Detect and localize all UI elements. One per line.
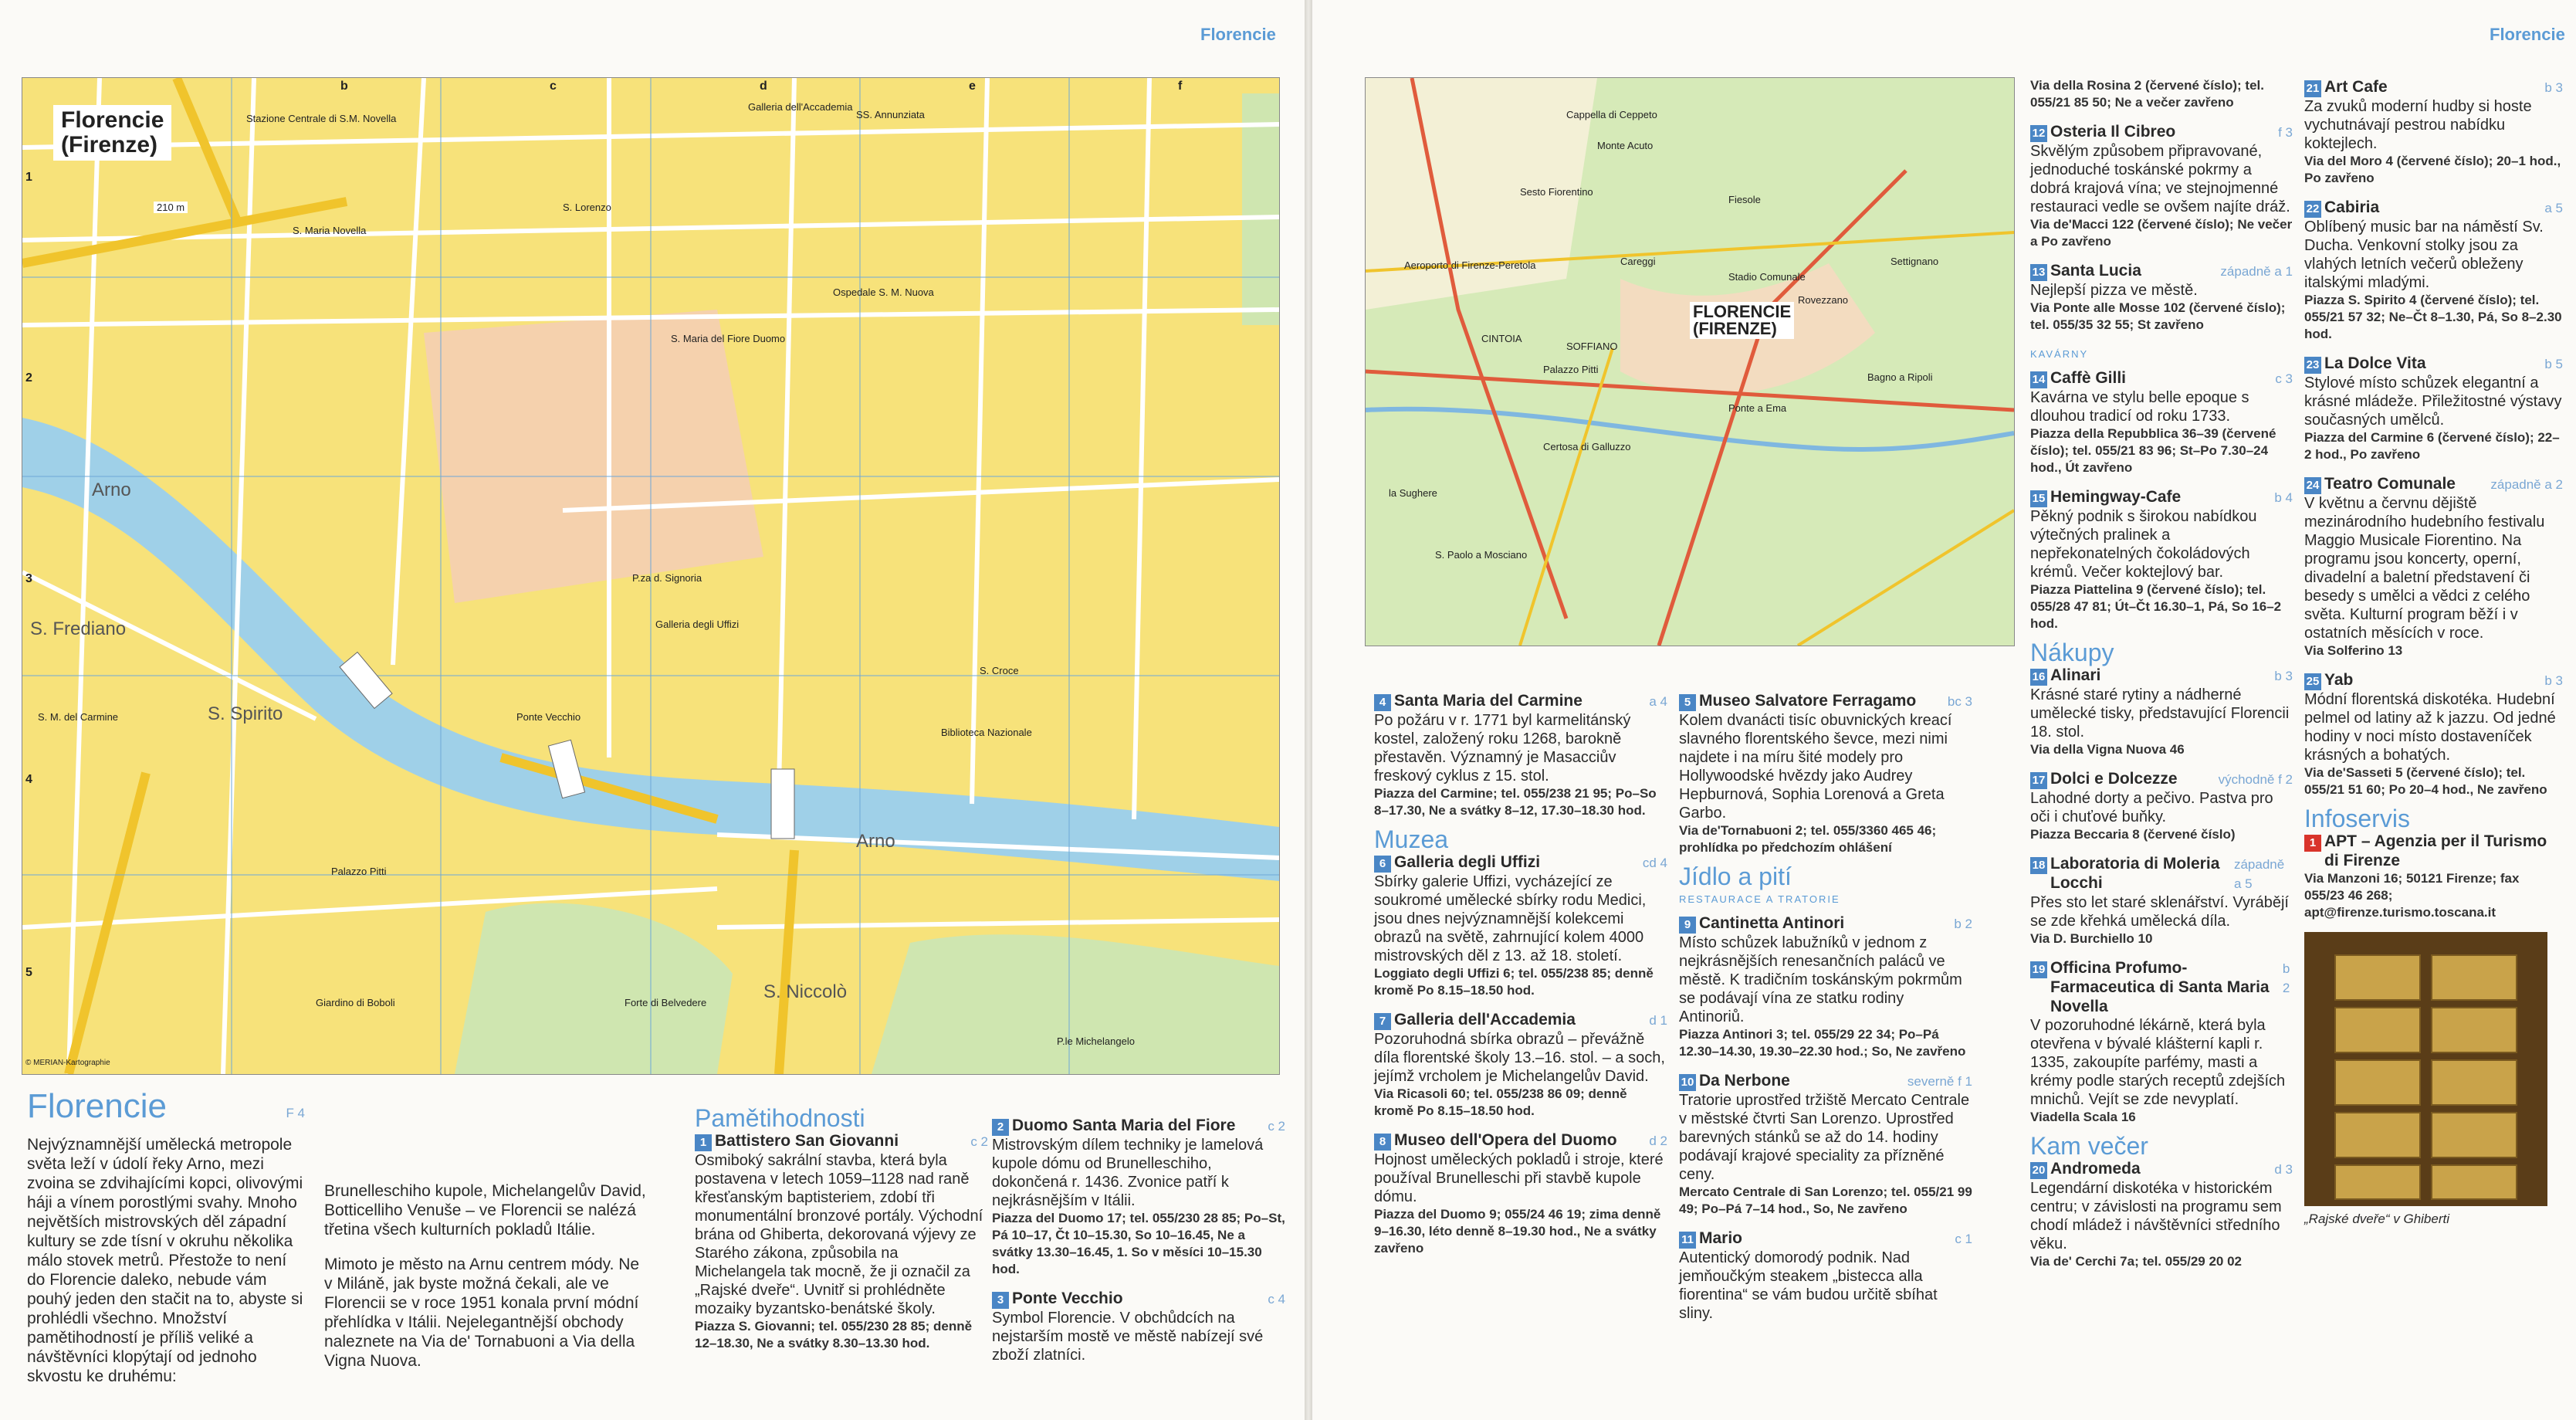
city-map-title: Florencie (Firenze)	[53, 105, 171, 161]
evening-addr: Piazza S. Spirito 4 (červené číslo); tel. 055/21 57 32; Ne–Čt 8–1.30, Pá, So 8–2.30 hod.	[2304, 293, 2562, 341]
intro-paragraph-1: Nejvýznamnější umělecká metropole světa leží v údolí řeky Arno, mezi zvoina se zdvihajícími kopci, olivovými háji a vínem porostlými svahy. Mnoho největších mistrovských děl západní kultury se zde tísní v okruhu několika málo stovek metrů. Přestože to není do Florencie daleko, nebude vám pouhý jeden den stačit na to, abyste si prohlédli všechno. Množství pamětihodností je příliš veliké a návštěvníci klopýtají od jednoho skvostu ke druhému:	[27, 1136, 303, 1385]
section-kam-vecer: Kam večer	[2030, 1132, 2148, 1160]
shop-number: 17	[2030, 772, 2047, 789]
evening-name: Yab	[2324, 671, 2354, 689]
food-desc: Autentický domorodý podnik. Nad jemňoučkým steakem „bistecca alla fiorentina“ se vám budou určitě sbíhat sliny.	[1679, 1249, 1938, 1322]
evening-ref: d 3	[2274, 1162, 2293, 1177]
cafe-entry	[2030, 487, 2293, 632]
intro-title-row	[27, 1087, 305, 1125]
region-label-bagno: Bagno a Ripoli	[1867, 371, 1933, 383]
museum-entry	[1374, 1010, 1667, 1120]
evening-addr: Via de'Sasseti 5 (červené číslo); tel. 055/21 51 60; Po 20–4 hod., Ne zavřeno	[2304, 765, 2547, 797]
sights-column	[695, 1104, 988, 1363]
map-label-niccolo: S. Niccolò	[763, 981, 848, 1002]
food-ref: severně f 1	[1907, 1074, 1972, 1089]
cafe-ref: c 3	[2275, 371, 2293, 386]
shop-addr: Piazza Beccaria 8 (červené číslo)	[2030, 827, 2236, 842]
museum-number: 6	[1374, 856, 1391, 873]
map-credit: © MERIAN-Kartographie	[25, 1059, 110, 1067]
map-label-belvedere: Forte di Belvedere	[625, 997, 707, 1008]
sight-ref: c 2	[1268, 1119, 1285, 1134]
grid-col-e: e	[969, 80, 976, 93]
info-entry	[2304, 832, 2563, 921]
intro-title: Florencie	[27, 1087, 167, 1125]
food-entry	[2030, 261, 2293, 334]
evening-number: 20	[2030, 1162, 2047, 1179]
map-label-lorenzo: S. Lorenzo	[563, 202, 611, 213]
shop-desc: Přes sto let staré sklenářství. Vyrábějí se zde křehká umělecká díla.	[2030, 894, 2289, 930]
shop-name: Dolci e Dolcezze	[2050, 770, 2178, 788]
shop-ref: b 2	[2282, 961, 2290, 995]
museum-addr: Loggiato degli Uffizi 6; tel. 055/238 85; denně kromě Po 8.15–18.50 hod.	[1374, 966, 1654, 998]
intro-column-2	[324, 1181, 648, 1378]
region-label-sughere: la Sughere	[1389, 487, 1437, 499]
museum-number: 8	[1374, 1134, 1391, 1151]
shop-ref: západně a 5	[2233, 857, 2285, 891]
map-label-ospedale: Ospedale S. M. Nuova	[833, 286, 934, 298]
sight-desc: Osmiboký sakrální stavba, která byla postavena v letech 1059–1128 nad raně křesťanským baptisteriem, zdobí tři monumentální bronzové portály. Východní brána od Ghiberta, dekorovaná výjevy ze Starého zákona, způsobila na Michelangela tak mocně, že ji označil za „Rajské dveře“. Uvnitř si prohlédněte mozaiky byzantsko-benátské školy.	[695, 1152, 983, 1317]
evening-entry	[2030, 1159, 2293, 1270]
grid-row-4: 4	[25, 773, 32, 786]
photo-caption: „Rajské dveře“ v Ghiberti	[2304, 1212, 2450, 1226]
info-addr: Via Manzoni 16; 50121 Firenze; fax 055/23 46 268; apt@firenze.turismo.toscana.it	[2304, 871, 2520, 920]
food-name: Mario	[1699, 1229, 1743, 1247]
shop-ref: východně f 2	[2218, 772, 2293, 787]
section-pametihodnosti: Pamětihodnosti	[695, 1104, 865, 1132]
sight-number: 4	[1374, 694, 1391, 711]
food-entry	[1679, 913, 1972, 1060]
food-name: Da Nerbone	[1699, 1072, 1790, 1090]
shop-addr: Viadella Scala 16	[2030, 1110, 2136, 1124]
running-header-left: Florencie	[1200, 25, 1276, 44]
section-kavarny: KAVÁRNY	[2030, 348, 2089, 360]
food-addr: Mercato Centrale di San Lorenzo; tel. 055/21 99 49; Po–Pá 7–14 hod., So, Ne zavřeno	[1679, 1184, 1972, 1216]
grid-col-b: b	[340, 80, 348, 93]
region-label-florencie: FLORENCIE (FIRENZE)	[1690, 302, 1794, 339]
region-map	[1365, 77, 2015, 646]
evening-entry	[2304, 198, 2563, 343]
section-infoservis: Infoservis	[2304, 805, 2410, 832]
map-label-spirito: S. Spirito	[208, 703, 283, 724]
evening-entry	[2304, 474, 2563, 659]
map-label-stazione: Stazione Centrale di S.M. Novella	[246, 113, 397, 124]
cafe-number: 14	[2030, 371, 2047, 388]
sight-addr: Piazza del Carmine; tel. 055/238 21 95; Po–So 8–17.30, Ne a svátky 8–12, 17.30–18.30 hod.	[1374, 786, 1657, 818]
sight-desc: Mistrovským dílem techniky je lamelová kupole dómu od Brunelleschiho, dokončená r. 1436. Zvonice patří k nejkrásnějším v Itálii.	[992, 1137, 1264, 1209]
evening-ref: b 5	[2544, 357, 2563, 371]
intro-paragraph-2: Brunelleschiho kupole, Michelangelův David, Botticelliho Venuše – ve Florencii se nalézá třetina všech kulturních pokladů Itálie.	[324, 1182, 646, 1239]
sight-ref: a 4	[1649, 694, 1667, 709]
evening-name: Art Cafe	[2324, 78, 2388, 96]
museum-number: 7	[1374, 1013, 1391, 1030]
museum-desc: Pozoruhodná sbírka obrazů – převážně díla florentské školy 13.–16. stol. – a soch, jejímž vrcholem je Michelangelův David.	[1374, 1031, 1665, 1085]
grid-col-c: c	[550, 80, 557, 93]
museum-addr: Via Ricasoli 60; tel. 055/238 86 09; denně kromě Po 8.15–18.50 hod.	[1374, 1086, 1627, 1118]
sight-entry	[695, 1131, 988, 1352]
map-label-accademia: Galleria dell'Accademia	[748, 101, 853, 113]
cafe-desc: Kavárna ve stylu belle epoque s dlouhou tradicí od roku 1733.	[2030, 389, 2249, 425]
intro-ref: F 4	[286, 1106, 305, 1120]
shop-entry	[2030, 666, 2293, 758]
evening-desc: Legendární diskotéka v historickém centru; v závislosti na programu sem chodí mládež i návštěvníci středního věku.	[2030, 1180, 2282, 1252]
evening-desc: Stylové místo schůzek elegantní a krásné mládeže. Přiležitostné výstavy současných umělců.	[2304, 374, 2562, 429]
sight-entry	[1374, 691, 1667, 819]
food-number: 13	[2030, 264, 2047, 281]
sight-number: 5	[1679, 694, 1696, 711]
cafe-entry	[2030, 368, 2293, 476]
intro-column-1	[27, 1087, 305, 1394]
cafe-number: 15	[2030, 490, 2047, 507]
section-nakupy: Nákupy	[2030, 639, 2114, 666]
region-label-settignano: Settignano	[1891, 256, 1939, 267]
region-label-mosciano: S. Paolo a Mosciano	[1435, 549, 1528, 561]
cafe-name: Hemingway-Cafe	[2050, 488, 2182, 506]
region-label-ponte: Ponte a Ema	[1728, 402, 1787, 414]
museum-ref: cd 4	[1642, 856, 1667, 870]
food-name: Cantinetta Antinori	[1699, 914, 1845, 932]
evening-name: Andromeda	[2050, 1160, 2141, 1178]
evening-desc: V květnu a červnu dějiště mezinárodního hudebního festivalu Maggio Musicale Fiorentino. Na programu jsou koncerty, operní, divadelní a baletní představení či besedy s umělci a vědci z celého světa. Kulturní program běží i v ostatních měsících v roce.	[2304, 495, 2545, 642]
food-desc: Místo schůzek labužníků v jednom z nejkrásnějších renesančních paláců ve městě. K tradičním toskánským pokrmům se podávají vína ze statku rodiny Antinoriů.	[1679, 934, 1962, 1025]
museum-name: Museo dell'Opera del Duomo	[1394, 1131, 1617, 1149]
region-label-pitti: Palazzo Pitti	[1543, 364, 1599, 375]
cafe-addr: Piazza Piattelina 9 (červené číslo); tel. 055/28 47 81; Út–Čt 16.30–1, Pá, So 16–2 hod.	[2030, 582, 2282, 631]
evening-name: La Dolce Vita	[2324, 354, 2426, 372]
region-label-aeroporto: Aeroporto di Firenze-Peretola	[1404, 259, 1536, 271]
museum-desc: Sbírky galerie Uffizi, vycházející ze soukromé umělecké sbírky rodu Medici, jsou dnes nejvýznamnější kolekcemi obrazů na světě, zahrnující kolem 4000 mistrovských děl z 13. až 18. století.	[1374, 873, 1647, 964]
evening-ref: b 3	[2544, 673, 2563, 688]
cafe-name: Caffè Gilli	[2050, 369, 2127, 387]
region-label-cintoia: CINTOIA	[1481, 333, 1522, 344]
city-map	[22, 77, 1280, 1075]
museum-name: Galleria dell'Accademia	[1394, 1011, 1576, 1029]
page-fold	[1305, 0, 1312, 1420]
map-label-annunziata: SS. Annunziata	[856, 109, 925, 120]
museum-ref: d 2	[1649, 1134, 1667, 1148]
map-label-duomo: S. Maria del Fiore Duomo	[671, 333, 786, 344]
cafe-addr: Piazza della Repubblica 36–39 (červené číslo); tel. 055/21 83 96; St–Po 7.30–24 hod., Út zavřeno	[2030, 426, 2276, 475]
grid-row-3: 3	[25, 572, 32, 585]
evening-entry	[2304, 354, 2563, 463]
shop-desc: Lahodné dorty a pečivo. Pastva pro oči i chuťové buňky.	[2030, 790, 2273, 825]
shop-name: Laboratoria di Moleria Locchi	[2050, 855, 2220, 892]
right-column-c	[2030, 77, 2293, 1281]
evening-addr: Via Solferino 13	[2304, 643, 2403, 658]
right-column-a	[1374, 691, 1667, 1268]
sight-name: Ponte Vecchio	[1012, 1290, 1123, 1307]
evening-number: 21	[2304, 80, 2321, 97]
cafe-ref: b 4	[2274, 490, 2293, 505]
right-page	[1312, 0, 2576, 1420]
map-label-carmine: S. M. del Carmine	[38, 711, 119, 723]
food-number: 9	[1679, 917, 1696, 934]
shop-addr: Via D. Burchiello 10	[2030, 931, 2153, 946]
map-scale: 210 m	[154, 202, 188, 213]
cafe-desc: Pěkný podnik s širokou nabídkou výtečných pralinek a nepřekonatelných čokoládových krémů. Večer koktejlový bar.	[2030, 508, 2257, 581]
sight-name: Battistero San Giovanni	[715, 1132, 899, 1150]
museum-desc: Hojnost uměleckých pokladů i stroje, které používal Brunelleschi při stavbě kupole dómu.	[1374, 1151, 1664, 1205]
shop-desc: Krásné staré rytiny a nádherné umělecké tisky, představující Florencii 18. stol.	[2030, 686, 2290, 741]
sight-addr: Piazza del Duomo 17; tel. 055/230 28 85; Po–St, Pá 10–17, Čt 10–15.30, So 10–16.45, Ne a svátky 13.30–16.45, 1. So v měsíci 10–15.30 hod.	[992, 1211, 1285, 1276]
food-ref: f 3	[2278, 125, 2293, 140]
map-label-pitti: Palazzo Pitti	[331, 866, 387, 877]
evening-addr: Piazza del Carmine 6 (červené číslo); 22–2 hod., Po zavřeno	[2304, 430, 2560, 462]
info-number: 1	[2304, 835, 2321, 852]
section-jidlo: Jídlo a pití	[1679, 863, 1792, 890]
food-addr: Piazza Antinori 3; tel. 055/29 22 34; Po–Pá 12.30–14.30, 19.30–22.30 hod.; So, Ne zavřeno	[1679, 1027, 1966, 1059]
sight-ref: c 4	[1268, 1292, 1285, 1306]
sight-number: 1	[695, 1134, 712, 1151]
sight-ref: c 2	[970, 1134, 988, 1149]
map-label-michelangelo: P.le Michelangelo	[1057, 1035, 1135, 1047]
food-number: 12	[2030, 125, 2047, 142]
grid-row-1: 1	[25, 171, 32, 184]
evening-ref: b 3	[2544, 80, 2563, 95]
evening-desc: Módní florentská diskotéka. Hudební pelmel od latiny až k jazzu. Od jedné hodiny v noci místo dostaveníček krásných a bohatých.	[2304, 691, 2556, 764]
sight-desc: Kolem dvanácti tisíc obuvnických kreací slavného florentského ševce, mezi nimi najdete i na míru šité modely pro Hollywoodské hvězdy jako Audrey Hepburnová, Sophia Lorenová a Greta Garbo.	[1679, 712, 1952, 822]
map-label-croce: S. Croce	[980, 665, 1019, 676]
info-name: APT – Agenzia per il Turismo di Firenze	[2324, 832, 2547, 869]
sight-desc: Po požáru v r. 1771 byl karmelitánský kostel, založený roku 1268, barokně přestavěn. Významný je Masacciův freskový cyklus z 15. stol.	[1374, 712, 1631, 785]
shop-entry	[2030, 958, 2293, 1126]
sight-name: Museo Salvatore Ferragamo	[1699, 692, 1917, 710]
evening-number: 22	[2304, 201, 2321, 218]
map-label-smn: S. Maria Novella	[293, 225, 367, 236]
grid-col-d: d	[760, 80, 767, 93]
sight-number: 3	[992, 1292, 1009, 1309]
sight-entry	[992, 1116, 1285, 1278]
museum-name: Galleria degli Uffizi	[1394, 853, 1541, 871]
running-header-right: Florencie	[2490, 25, 2565, 44]
shop-number: 16	[2030, 669, 2047, 686]
grid-col-f: f	[1178, 80, 1183, 93]
grid-row-2: 2	[25, 371, 32, 385]
gates-photo-graphic	[2304, 932, 2547, 1206]
museum-entry	[1374, 1130, 1667, 1257]
region-label-galluzzo: Certosa di Galluzzo	[1543, 441, 1631, 452]
right-column-b	[1679, 691, 1972, 1334]
gates-photo	[2304, 932, 2547, 1206]
evening-entry	[2304, 670, 2563, 798]
evening-name: Teatro Comunale	[2324, 475, 2456, 493]
region-label-sesto: Sesto Fiorentino	[1520, 186, 1593, 198]
grid-row-5: 5	[25, 966, 32, 979]
shop-entry	[2030, 854, 2293, 947]
sights-column-2	[992, 1116, 1285, 1375]
food-ref: c 1	[1955, 1232, 1972, 1246]
evening-desc: Za zvuků moderní hudby si hoste vychutnávají pestrou nabídku koktejlech.	[2304, 98, 2532, 152]
map-label-arno-1: Arno	[92, 480, 131, 500]
map-label-biblioteca: Biblioteca Nazionale	[941, 727, 1032, 738]
shop-name: Alinari	[2050, 666, 2101, 684]
region-label-soffiano: SOFFIANO	[1566, 341, 1618, 352]
museum-addr: Piazza del Duomo 9; 055/24 46 19; zima denně 9–16.30, léto denně 8–19.30 hod., Ne a svátky zavřeno	[1374, 1207, 1661, 1256]
evening-desc: Oblíbený music bar na náměstí Sv. Ducha. Venkovní stolky jsou za vlahých letních večerů obleženy italskými mladými.	[2304, 219, 2544, 291]
evening-number: 23	[2304, 357, 2321, 374]
food-desc: Nejlepší pizza ve městě.	[2030, 282, 2198, 299]
sight-entry	[1679, 691, 1972, 856]
sight-ref: bc 3	[1947, 694, 1972, 709]
evening-ref: západně a 2	[2490, 477, 2563, 492]
map-label-signoria: P.za d. Signoria	[632, 572, 702, 584]
food-desc: Skvělým způsobem připravované, jednoduché toskánské pokrmy a dobrá krajová vína; ve stejnojmenné restauraci vedle se ovšem najíte dráž.	[2030, 143, 2290, 215]
shop-entry	[2030, 769, 2293, 843]
sight-number: 2	[992, 1119, 1009, 1136]
food-entry	[1679, 1229, 1972, 1323]
map-label-boboli: Giardino di Boboli	[316, 997, 395, 1008]
shop-number: 19	[2030, 961, 2047, 978]
map-label-arno-2: Arno	[856, 831, 895, 852]
food-entry	[1679, 1071, 1972, 1218]
evening-entry	[2304, 77, 2563, 187]
region-label-rovezzano: Rovezzano	[1798, 294, 1849, 306]
shop-number: 18	[2030, 857, 2047, 874]
food-entry	[2030, 122, 2293, 250]
food-ref: b 2	[1954, 917, 1972, 931]
food-number: 11	[1679, 1232, 1696, 1249]
map-label-uffizi: Galleria degli Uffizi	[655, 618, 740, 630]
evening-number: 25	[2304, 673, 2321, 690]
section-muzea: Muzea	[1374, 825, 1449, 853]
food-ref: západně a 1	[2220, 264, 2293, 279]
sight-entry	[992, 1289, 1285, 1364]
shop-desc: V pozoruhodné lékárně, která byla otevřena v bývalé klášterní kapli r. 1335, zakoupíte parfémy, masti a krémy podle starých receptů zdejších mnichů. Vejít se zde nevyplatí.	[2030, 1017, 2286, 1108]
evening-addr: Via de' Cerchi 7a; tel. 055/29 20 02	[2030, 1254, 2243, 1269]
map-label-vecchio: Ponte Vecchio	[516, 711, 581, 723]
food-number: 10	[1679, 1074, 1696, 1091]
shop-ref: b 3	[2274, 669, 2293, 683]
food-addr: Via de'Macci 122 (červené číslo); Ne večer a Po zavřeno	[2030, 217, 2293, 249]
intro-paragraph-3: Mimoto je město na Arnu centrem módy. Ne v Miláně, jak byste možná čekali, ale ve Florencii se v roce 1951 konala první módní přehlídka v Itálii. Nejelegantnější obchody naleznete na Via de' Tornabuoni a Via della Vigna Nuova.	[324, 1256, 640, 1370]
food-name: Osteria Il Cibreo	[2050, 123, 2176, 141]
food-addr: Via Ponte alle Mosse 102 (červené číslo); tel. 055/35 32 55; St zavřeno	[2030, 300, 2286, 332]
food-name: Santa Lucia	[2050, 262, 2141, 280]
region-label-cappella: Cappella di Ceppeto	[1566, 109, 1657, 120]
sight-name: Santa Maria del Carmine	[1394, 692, 1582, 710]
evening-addr: Via del Moro 4 (červené číslo); 20–1 hod., Po zavřeno	[2304, 154, 2561, 185]
region-label-careggi: Careggi	[1620, 256, 1656, 267]
map-label-frediano: S. Frediano	[30, 618, 127, 639]
food-desc: Tratorie uprostřed tržiště Mercato Centrale v městské čtvrti San Lorenzo. Uprostřed barevných stánků se až do 14. hodiny podávají krajové speciality za přízněné ceny.	[1679, 1092, 1970, 1183]
region-label-fiesole: Fiesole	[1728, 194, 1761, 205]
sight-addr: Via de'Tornabuoni 2; tel. 055/3360 465 46; prohlídka po předchozím ohlášení	[1679, 823, 1937, 855]
evening-number: 24	[2304, 477, 2321, 494]
evening-ref: a 5	[2544, 201, 2563, 215]
sight-desc: Symbol Florencie. V obchůdcích na nejstarším mostě ve městě nabízejí své zboží zlatníci.	[992, 1310, 1264, 1364]
section-jidlo-sub: RESTAURACE A TRATORIE	[1679, 893, 1840, 905]
museum-ref: d 1	[1649, 1013, 1667, 1028]
evening-name: Cabiria	[2324, 198, 2380, 216]
region-label-stadio: Stadio Comunale	[1728, 271, 1806, 283]
right-column-d	[2304, 77, 2563, 1229]
museum-entry	[1374, 852, 1667, 999]
region-label-monte: Monte Acuto	[1597, 140, 1654, 151]
sight-name: Duomo Santa Maria del Fiore	[1012, 1117, 1236, 1134]
sight-addr: Piazza S. Giovanni; tel. 055/230 28 85; denně 12–18.30, Ne a svátky 8.30–13.30 hod.	[695, 1319, 973, 1351]
shop-name: Officina Profumo-Farmaceutica di Santa Maria Novella	[2050, 959, 2270, 1015]
food-addr: Via della Rosina 2 (červené číslo); tel. 055/21 85 50; Ne a večer zavřeno	[2030, 78, 2264, 110]
shop-addr: Via della Vigna Nuova 46	[2030, 742, 2185, 757]
